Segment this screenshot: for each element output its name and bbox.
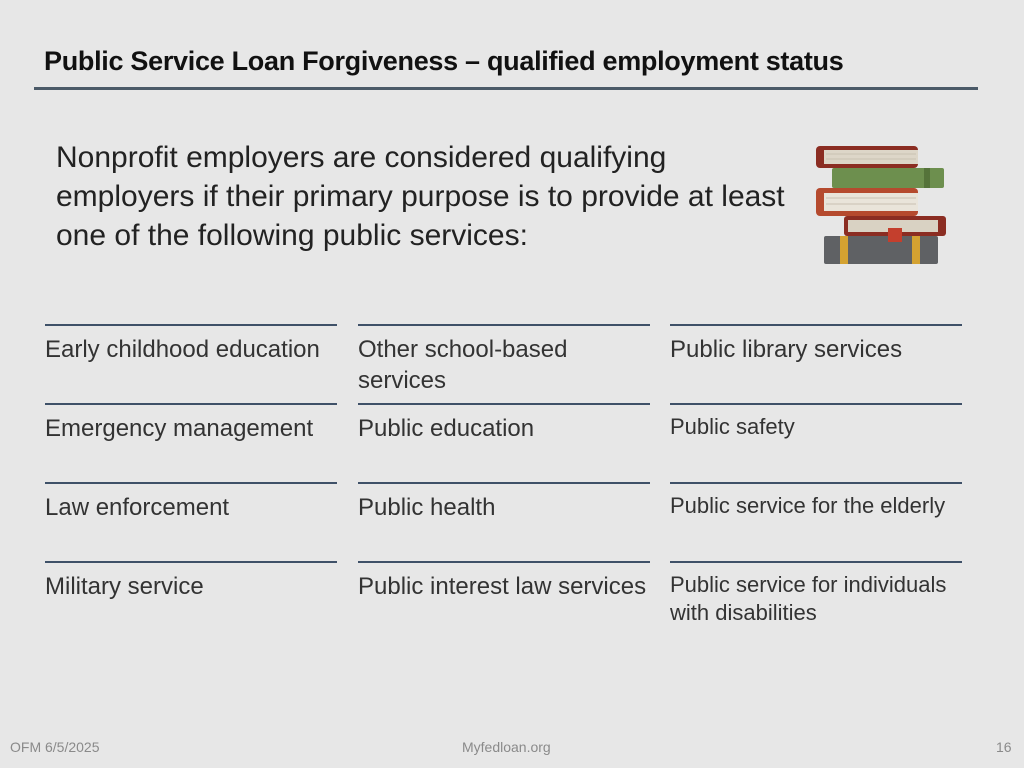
service-emergency-management: Emergency management xyxy=(45,403,337,444)
title-divider xyxy=(34,87,978,90)
intro-text: Nonprofit employers are considered qualifying employers if their primary purpose is to provide at least one of the following public services: xyxy=(56,141,785,252)
service-early-childhood-education: Early childhood education xyxy=(45,324,337,365)
service-public-interest-law: Public interest law services xyxy=(358,561,650,602)
service-public-service-elderly: Public service for the elderly xyxy=(670,482,962,520)
service-military-service: Military service xyxy=(45,561,337,602)
footer-date: OFM 6/5/2025 xyxy=(10,739,100,755)
service-public-library: Public library services xyxy=(670,324,962,365)
slide-title: Public Service Loan Forgiveness – qualified employment status xyxy=(44,46,844,76)
service-other-school-based: Other school-based services xyxy=(358,324,650,396)
service-public-education: Public education xyxy=(358,403,650,444)
service-law-enforcement: Law enforcement xyxy=(45,482,337,523)
footer-website: Myfedloan.org xyxy=(462,739,551,755)
page-number: 16 xyxy=(996,739,1012,755)
service-public-safety: Public safety xyxy=(670,403,962,441)
service-public-health: Public health xyxy=(358,482,650,523)
service-public-service-disabilities: Public service for individuals with disabilities xyxy=(670,561,962,627)
stack-of-books-icon xyxy=(812,140,952,270)
